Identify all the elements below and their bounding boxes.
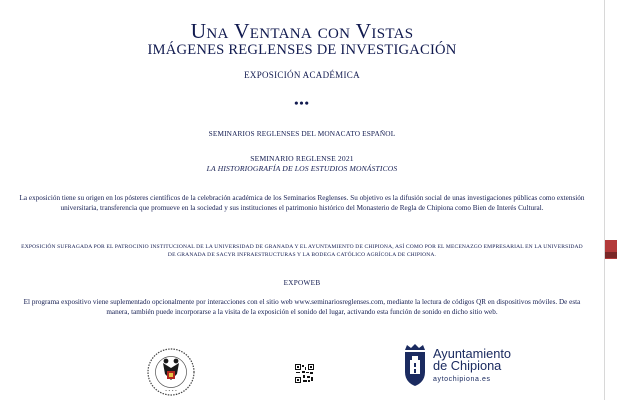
funding-note: EXPOSICIÓN SUFRAGADA POR EL PATROCINIO INSTITUCIONAL DE LA UNIVERSIDAD DE GRANADA Y EL AYUNTAMIENTO DE CHIPIONA, ASÍ COMO POR EL MECENAZGO EMPRESARIAL EN LA UNIVERSIDAD DE GRANADA DE SACYR INFRAESTRUCTURAS Y LA BODEGA CATÓLICO AGRÍCOLA DE CHIPIONA. — [21, 244, 583, 259]
seminar-block — [0, 154, 604, 173]
seminar-series: SEMINARIOS REGLENSES DEL MONACATO ESPAÑOL — [208, 129, 396, 138]
municipality-name: Ayuntamiento de Chipiona — [433, 346, 512, 373]
expoweb-heading: EXPOWEB — [283, 279, 321, 287]
municipality-web[interactable]: aytochipiona.es — [433, 376, 491, 383]
expoweb-paragraph: El programa expositivo viene suplementado opcionalmente por interacciones con el sitio web www.seminariosreglenses.com, mediante la lectura de códigos QR en dispositivos móviles. De esta manera, también puede incorporarse a la visita de la exposición el sonido del lugar, activando esta función de sonido en dicho sitio web. — [23, 298, 581, 316]
page-subtitle: IMÁGENES REGLENSES DE INVESTIGACIÓN — [147, 42, 457, 58]
separator-dots: ••• — [294, 96, 310, 110]
seminar-edition: SEMINARIO REGLENSE 2021 — [250, 154, 354, 163]
scroll-marker-dark — [605, 252, 617, 258]
university-seal-icon — [146, 347, 196, 397]
seminar-theme: LA HISTORIOGRAFÍA DE LOS ESTUDIOS MONÁSTICOS — [206, 163, 398, 173]
scrollbar[interactable] — [604, 0, 617, 400]
svg-text:• • • •: • • • • — [165, 389, 177, 393]
exhibition-kind: EXPOSICIÓN ACADÉMICA — [244, 70, 360, 80]
page-title: Una Ventana con Vistas — [190, 19, 414, 43]
qr-code-icon[interactable] — [295, 364, 314, 383]
description-paragraph: La exposición tiene su origen en los pósteres científicos de la celebración académica de los Seminarios Reglenses. Su objetivo es la difusión social de unas investigaciones públicas como extensión universitaria, transferencia que promueve en la sociedad y sus instituciones el patrimonio histórico del Monasterio de Regla de Chipiona como Bien de Interés Cultural. — [19, 194, 585, 212]
